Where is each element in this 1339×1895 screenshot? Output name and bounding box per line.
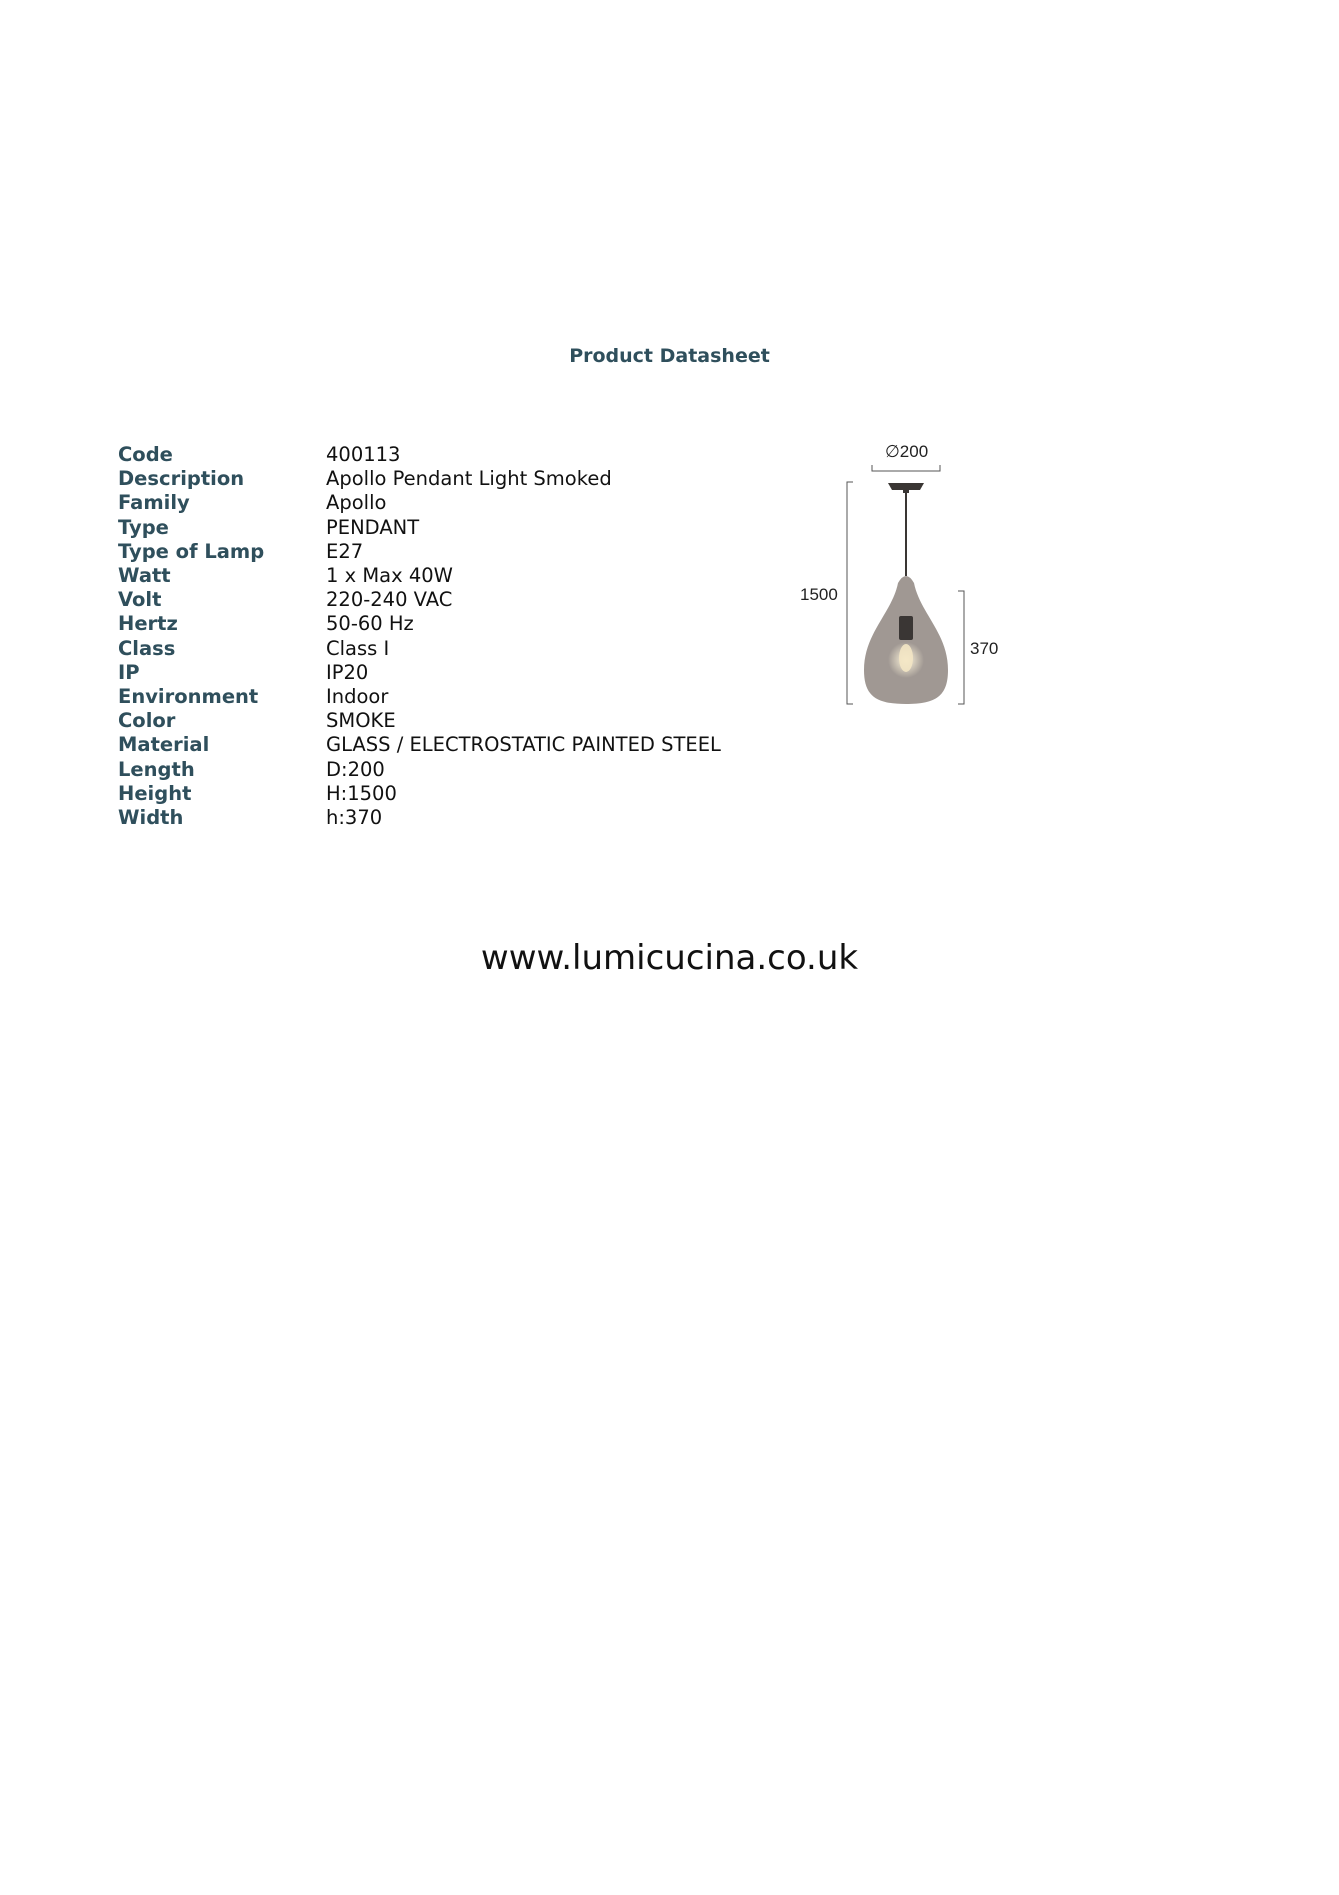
spec-row bbox=[118, 588, 721, 612]
spec-row bbox=[118, 806, 721, 830]
spec-row bbox=[118, 540, 721, 564]
spec-row bbox=[118, 685, 721, 709]
spec-value: Apollo bbox=[326, 491, 387, 515]
spec-row bbox=[118, 637, 721, 661]
spec-row bbox=[118, 733, 721, 757]
spec-value: GLASS / ELECTROSTATIC PAINTED STEEL bbox=[326, 733, 721, 757]
spec-row bbox=[118, 612, 721, 636]
spec-value: Class I bbox=[326, 636, 390, 660]
spec-row bbox=[118, 709, 721, 733]
diameter-bracket bbox=[872, 465, 940, 471]
spec-value: 220-240 VAC bbox=[326, 588, 453, 612]
spec-label: Code bbox=[118, 443, 173, 466]
spec-label: Environment bbox=[118, 685, 259, 709]
spec-label: Watt bbox=[118, 564, 171, 588]
spec-value: 400113 bbox=[326, 443, 401, 466]
spec-label: Hertz bbox=[118, 612, 178, 636]
spec-label: Class bbox=[118, 636, 176, 660]
page-title: Product Datasheet bbox=[569, 345, 770, 367]
spec-label: Type bbox=[118, 515, 169, 539]
total-height-bracket bbox=[847, 482, 853, 704]
spec-label: Type of Lamp bbox=[118, 539, 265, 563]
spec-label: Width bbox=[118, 806, 184, 830]
spec-value: D:200 bbox=[326, 757, 385, 781]
spec-row bbox=[118, 758, 721, 782]
spec-value: 1 x Max 40W bbox=[326, 564, 453, 588]
spec-value: H:1500 bbox=[326, 781, 397, 805]
spec-row bbox=[118, 491, 721, 515]
canopy-stem bbox=[903, 490, 909, 493]
spec-label: Height bbox=[118, 781, 192, 805]
spec-label: Family bbox=[118, 491, 190, 515]
spec-value: SMOKE bbox=[326, 709, 396, 733]
spec-value: Apollo Pendant Light Smoked bbox=[326, 467, 612, 491]
spec-row bbox=[118, 782, 721, 806]
spec-value: 50-60 Hz bbox=[326, 612, 414, 636]
spec-table bbox=[118, 443, 721, 830]
spec-value: E27 bbox=[326, 539, 364, 563]
spec-value: PENDANT bbox=[326, 515, 420, 539]
pendant-dimension-drawing bbox=[790, 438, 1020, 718]
spec-value: h:370 bbox=[326, 806, 383, 830]
spec-label: Material bbox=[118, 733, 210, 757]
total-height-label: 1500 bbox=[800, 585, 838, 604]
spec-label: Volt bbox=[118, 588, 162, 612]
spec-label: Color bbox=[118, 709, 176, 733]
spec-value: IP20 bbox=[326, 660, 369, 684]
shade-height-bracket bbox=[958, 591, 964, 704]
spec-value: Indoor bbox=[326, 685, 389, 709]
spec-label: Description bbox=[118, 467, 245, 491]
spec-row bbox=[118, 564, 721, 588]
shade-height-label: 370 bbox=[970, 639, 999, 658]
spec-row bbox=[118, 516, 721, 540]
spec-row bbox=[118, 443, 721, 467]
diameter-label: ∅200 bbox=[885, 442, 929, 461]
spec-label: IP bbox=[118, 660, 140, 684]
spec-row bbox=[118, 661, 721, 685]
bulb bbox=[899, 644, 913, 672]
spec-label: Length bbox=[118, 757, 195, 781]
website-link[interactable]: www.lumicucina.co.uk bbox=[480, 938, 859, 978]
ceiling-canopy bbox=[888, 483, 924, 490]
spec-row bbox=[118, 467, 721, 491]
lamp-holder bbox=[899, 616, 913, 640]
